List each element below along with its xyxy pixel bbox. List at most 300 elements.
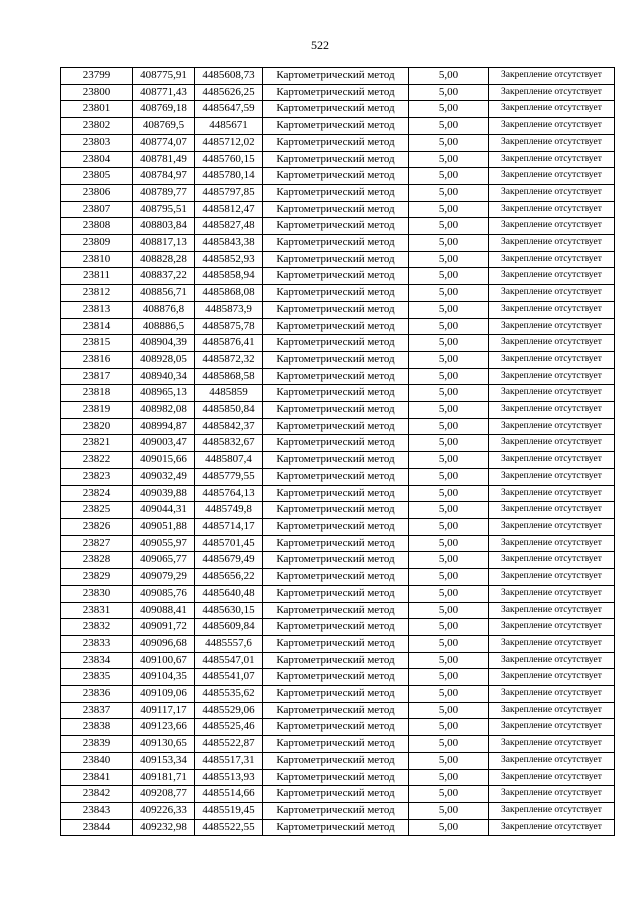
y-coordinate-cell: 4485832,67: [195, 435, 263, 452]
table-row: [61, 251, 615, 268]
fixing-note-cell: Закрепление отсутствует: [489, 452, 615, 469]
fixing-note-cell: Закрепление отсутствует: [489, 84, 615, 101]
method-cell: Картометрический метод: [263, 569, 409, 586]
table-row: [61, 552, 615, 569]
accuracy-cell: 5,00: [409, 702, 489, 719]
y-coordinate-cell: 4485812,47: [195, 201, 263, 218]
table-row: [61, 719, 615, 736]
table-row: [61, 335, 615, 352]
method-cell: Картометрический метод: [263, 435, 409, 452]
point-number-cell: 23803: [61, 134, 133, 151]
y-coordinate-cell: 4485858,94: [195, 268, 263, 285]
method-cell: Картометрический метод: [263, 786, 409, 803]
y-coordinate-cell: 4485626,25: [195, 84, 263, 101]
method-cell: Картометрический метод: [263, 468, 409, 485]
method-cell: Картометрический метод: [263, 218, 409, 235]
accuracy-cell: 5,00: [409, 418, 489, 435]
y-coordinate-cell: 4485852,93: [195, 251, 263, 268]
page-number: 522: [311, 38, 329, 52]
x-coordinate-cell: 408928,05: [133, 351, 195, 368]
point-number-cell: 23825: [61, 502, 133, 519]
x-coordinate-cell: 409181,71: [133, 769, 195, 786]
coordinates-table: [60, 67, 615, 836]
x-coordinate-cell: 409226,33: [133, 802, 195, 819]
accuracy-cell: 5,00: [409, 385, 489, 402]
accuracy-cell: 5,00: [409, 502, 489, 519]
point-number-cell: 23824: [61, 485, 133, 502]
table-row: [61, 268, 615, 285]
point-number-cell: 23815: [61, 335, 133, 352]
accuracy-cell: 5,00: [409, 468, 489, 485]
point-number-cell: 23822: [61, 452, 133, 469]
table-row: [61, 318, 615, 335]
accuracy-cell: 5,00: [409, 635, 489, 652]
x-coordinate-cell: 409044,31: [133, 502, 195, 519]
table-body: [61, 68, 615, 836]
table-row: [61, 585, 615, 602]
point-number-cell: 23829: [61, 569, 133, 586]
y-coordinate-cell: 4485850,84: [195, 402, 263, 419]
accuracy-cell: 5,00: [409, 619, 489, 636]
method-cell: Картометрический метод: [263, 802, 409, 819]
method-cell: Картометрический метод: [263, 268, 409, 285]
table-row: [61, 619, 615, 636]
y-coordinate-cell: 4485608,73: [195, 68, 263, 85]
accuracy-cell: 5,00: [409, 68, 489, 85]
fixing-note-cell: Закрепление отсутствует: [489, 251, 615, 268]
table-row: [61, 502, 615, 519]
point-number-cell: 23830: [61, 585, 133, 602]
y-coordinate-cell: 4485522,55: [195, 819, 263, 836]
accuracy-cell: 5,00: [409, 652, 489, 669]
x-coordinate-cell: 409104,35: [133, 669, 195, 686]
table-row: [61, 485, 615, 502]
x-coordinate-cell: 408774,07: [133, 134, 195, 151]
accuracy-cell: 5,00: [409, 301, 489, 318]
accuracy-cell: 5,00: [409, 769, 489, 786]
point-number-cell: 23841: [61, 769, 133, 786]
accuracy-cell: 5,00: [409, 118, 489, 135]
fixing-note-cell: Закрепление отсутствует: [489, 686, 615, 703]
method-cell: Картометрический метод: [263, 719, 409, 736]
fixing-note-cell: Закрепление отсутствует: [489, 235, 615, 252]
y-coordinate-cell: 4485868,58: [195, 368, 263, 385]
y-coordinate-cell: 4485797,85: [195, 184, 263, 201]
method-cell: Картометрический метод: [263, 402, 409, 419]
accuracy-cell: 5,00: [409, 251, 489, 268]
table-row: [61, 368, 615, 385]
point-number-cell: 23828: [61, 552, 133, 569]
fixing-note-cell: Закрепление отсутствует: [489, 819, 615, 836]
point-number-cell: 23818: [61, 385, 133, 402]
table-row: [61, 686, 615, 703]
x-coordinate-cell: 408781,49: [133, 151, 195, 168]
point-number-cell: 23831: [61, 602, 133, 619]
fixing-note-cell: Закрепление отсутствует: [489, 168, 615, 185]
y-coordinate-cell: 4485525,46: [195, 719, 263, 736]
method-cell: Картометрический метод: [263, 351, 409, 368]
fixing-note-cell: Закрепление отсутствует: [489, 151, 615, 168]
x-coordinate-cell: 409003,47: [133, 435, 195, 452]
fixing-note-cell: Закрепление отсутствует: [489, 351, 615, 368]
accuracy-cell: 5,00: [409, 268, 489, 285]
fixing-note-cell: Закрепление отсутствует: [489, 418, 615, 435]
y-coordinate-cell: 4485873,9: [195, 301, 263, 318]
table-row: [61, 769, 615, 786]
table-row: [61, 68, 615, 85]
accuracy-cell: 5,00: [409, 335, 489, 352]
point-number-cell: 23838: [61, 719, 133, 736]
fixing-note-cell: Закрепление отсутствует: [489, 368, 615, 385]
table-row: [61, 168, 615, 185]
x-coordinate-cell: 409232,98: [133, 819, 195, 836]
accuracy-cell: 5,00: [409, 318, 489, 335]
y-coordinate-cell: 4485517,31: [195, 752, 263, 769]
x-coordinate-cell: 409065,77: [133, 552, 195, 569]
y-coordinate-cell: 4485609,84: [195, 619, 263, 636]
accuracy-cell: 5,00: [409, 535, 489, 552]
x-coordinate-cell: 408837,22: [133, 268, 195, 285]
table-row: [61, 635, 615, 652]
x-coordinate-cell: 409055,97: [133, 535, 195, 552]
accuracy-cell: 5,00: [409, 786, 489, 803]
method-cell: Картометрический метод: [263, 736, 409, 753]
point-number-cell: 23834: [61, 652, 133, 669]
x-coordinate-cell: 409130,65: [133, 736, 195, 753]
fixing-note-cell: Закрепление отсутствует: [489, 752, 615, 769]
x-coordinate-cell: 408940,34: [133, 368, 195, 385]
table-row: [61, 351, 615, 368]
method-cell: Картометрический метод: [263, 752, 409, 769]
fixing-note-cell: Закрепление отсутствует: [489, 285, 615, 302]
table-row: [61, 736, 615, 753]
accuracy-cell: 5,00: [409, 452, 489, 469]
point-number-cell: 23832: [61, 619, 133, 636]
method-cell: Картометрический метод: [263, 251, 409, 268]
accuracy-cell: 5,00: [409, 518, 489, 535]
y-coordinate-cell: 4485827,48: [195, 218, 263, 235]
fixing-note-cell: Закрепление отсутствует: [489, 335, 615, 352]
y-coordinate-cell: 4485547,01: [195, 652, 263, 669]
y-coordinate-cell: 4485535,62: [195, 686, 263, 703]
method-cell: Картометрический метод: [263, 418, 409, 435]
x-coordinate-cell: 408769,5: [133, 118, 195, 135]
fixing-note-cell: Закрепление отсутствует: [489, 485, 615, 502]
method-cell: Картометрический метод: [263, 201, 409, 218]
point-number-cell: 23839: [61, 736, 133, 753]
y-coordinate-cell: 4485541,07: [195, 669, 263, 686]
y-coordinate-cell: 4485647,59: [195, 101, 263, 118]
method-cell: Картометрический метод: [263, 485, 409, 502]
method-cell: Картометрический метод: [263, 385, 409, 402]
table-row: [61, 101, 615, 118]
fixing-note-cell: Закрепление отсутствует: [489, 569, 615, 586]
fixing-note-cell: Закрепление отсутствует: [489, 385, 615, 402]
y-coordinate-cell: 4485640,48: [195, 585, 263, 602]
point-number-cell: 23843: [61, 802, 133, 819]
y-coordinate-cell: 4485513,93: [195, 769, 263, 786]
point-number-cell: 23833: [61, 635, 133, 652]
table-row: [61, 435, 615, 452]
method-cell: Картометрический метод: [263, 769, 409, 786]
x-coordinate-cell: 408817,13: [133, 235, 195, 252]
accuracy-cell: 5,00: [409, 218, 489, 235]
method-cell: Картометрический метод: [263, 84, 409, 101]
x-coordinate-cell: 409117,17: [133, 702, 195, 719]
x-coordinate-cell: 408994,87: [133, 418, 195, 435]
method-cell: Картометрический метод: [263, 502, 409, 519]
fixing-note-cell: Закрепление отсутствует: [489, 318, 615, 335]
point-number-cell: 23827: [61, 535, 133, 552]
table-row: [61, 535, 615, 552]
accuracy-cell: 5,00: [409, 819, 489, 836]
fixing-note-cell: Закрепление отсутствует: [489, 502, 615, 519]
accuracy-cell: 5,00: [409, 201, 489, 218]
y-coordinate-cell: 4485760,15: [195, 151, 263, 168]
table-row: [61, 652, 615, 669]
fixing-note-cell: Закрепление отсутствует: [489, 652, 615, 669]
fixing-note-cell: Закрепление отсутствует: [489, 184, 615, 201]
fixing-note-cell: Закрепление отсутствует: [489, 769, 615, 786]
table-row: [61, 752, 615, 769]
y-coordinate-cell: 4485868,08: [195, 285, 263, 302]
accuracy-cell: 5,00: [409, 368, 489, 385]
x-coordinate-cell: 408795,51: [133, 201, 195, 218]
x-coordinate-cell: 409079,29: [133, 569, 195, 586]
method-cell: Картометрический метод: [263, 819, 409, 836]
method-cell: Картометрический метод: [263, 686, 409, 703]
method-cell: Картометрический метод: [263, 518, 409, 535]
accuracy-cell: 5,00: [409, 752, 489, 769]
accuracy-cell: 5,00: [409, 736, 489, 753]
fixing-note-cell: Закрепление отсутствует: [489, 468, 615, 485]
method-cell: Картометрический метод: [263, 368, 409, 385]
accuracy-cell: 5,00: [409, 686, 489, 703]
method-cell: Картометрический метод: [263, 285, 409, 302]
x-coordinate-cell: 408775,91: [133, 68, 195, 85]
point-number-cell: 23823: [61, 468, 133, 485]
method-cell: Картометрический метод: [263, 68, 409, 85]
method-cell: Картометрический метод: [263, 452, 409, 469]
y-coordinate-cell: 4485656,22: [195, 569, 263, 586]
method-cell: Картометрический метод: [263, 552, 409, 569]
x-coordinate-cell: 408803,84: [133, 218, 195, 235]
x-coordinate-cell: 409032,49: [133, 468, 195, 485]
method-cell: Картометрический метод: [263, 335, 409, 352]
y-coordinate-cell: 4485749,8: [195, 502, 263, 519]
accuracy-cell: 5,00: [409, 719, 489, 736]
table-row: [61, 702, 615, 719]
point-number-cell: 23805: [61, 168, 133, 185]
table-row: [61, 569, 615, 586]
accuracy-cell: 5,00: [409, 435, 489, 452]
x-coordinate-cell: 408856,71: [133, 285, 195, 302]
y-coordinate-cell: 4485876,41: [195, 335, 263, 352]
point-number-cell: 23840: [61, 752, 133, 769]
x-coordinate-cell: 408784,97: [133, 168, 195, 185]
table-row: [61, 84, 615, 101]
fixing-note-cell: Закрепление отсутствует: [489, 535, 615, 552]
point-number-cell: 23819: [61, 402, 133, 419]
fixing-note-cell: Закрепление отсутствует: [489, 435, 615, 452]
table-row: [61, 602, 615, 619]
y-coordinate-cell: 4485671: [195, 118, 263, 135]
accuracy-cell: 5,00: [409, 168, 489, 185]
point-number-cell: 23811: [61, 268, 133, 285]
x-coordinate-cell: 408789,77: [133, 184, 195, 201]
fixing-note-cell: Закрепление отсутствует: [489, 635, 615, 652]
table-row: [61, 468, 615, 485]
table-row: [61, 301, 615, 318]
point-number-cell: 23808: [61, 218, 133, 235]
y-coordinate-cell: 4485714,17: [195, 518, 263, 535]
method-cell: Картометрический метод: [263, 585, 409, 602]
point-number-cell: 23810: [61, 251, 133, 268]
accuracy-cell: 5,00: [409, 285, 489, 302]
method-cell: Картометрический метод: [263, 535, 409, 552]
x-coordinate-cell: 409100,67: [133, 652, 195, 669]
fixing-note-cell: Закрепление отсутствует: [489, 201, 615, 218]
accuracy-cell: 5,00: [409, 151, 489, 168]
y-coordinate-cell: 4485859: [195, 385, 263, 402]
y-coordinate-cell: 4485780,14: [195, 168, 263, 185]
point-number-cell: 23813: [61, 301, 133, 318]
x-coordinate-cell: 408828,28: [133, 251, 195, 268]
method-cell: Картометрический метод: [263, 301, 409, 318]
fixing-note-cell: Закрепление отсутствует: [489, 118, 615, 135]
accuracy-cell: 5,00: [409, 485, 489, 502]
method-cell: Картометрический метод: [263, 318, 409, 335]
fixing-note-cell: Закрепление отсутствует: [489, 786, 615, 803]
x-coordinate-cell: 408771,43: [133, 84, 195, 101]
point-number-cell: 23806: [61, 184, 133, 201]
accuracy-cell: 5,00: [409, 802, 489, 819]
table-row: [61, 786, 615, 803]
table-row: [61, 134, 615, 151]
point-number-cell: 23820: [61, 418, 133, 435]
accuracy-cell: 5,00: [409, 585, 489, 602]
x-coordinate-cell: 409091,72: [133, 619, 195, 636]
y-coordinate-cell: 4485779,55: [195, 468, 263, 485]
fixing-note-cell: Закрепление отсутствует: [489, 134, 615, 151]
table-row: [61, 201, 615, 218]
y-coordinate-cell: 4485842,37: [195, 418, 263, 435]
y-coordinate-cell: 4485529,06: [195, 702, 263, 719]
y-coordinate-cell: 4485522,87: [195, 736, 263, 753]
accuracy-cell: 5,00: [409, 84, 489, 101]
point-number-cell: 23800: [61, 84, 133, 101]
y-coordinate-cell: 4485701,45: [195, 535, 263, 552]
accuracy-cell: 5,00: [409, 402, 489, 419]
point-number-cell: 23802: [61, 118, 133, 135]
table-row: [61, 184, 615, 201]
fixing-note-cell: Закрепление отсутствует: [489, 602, 615, 619]
fixing-note-cell: Закрепление отсутствует: [489, 518, 615, 535]
method-cell: Картометрический метод: [263, 619, 409, 636]
method-cell: Картометрический метод: [263, 151, 409, 168]
accuracy-cell: 5,00: [409, 602, 489, 619]
accuracy-cell: 5,00: [409, 569, 489, 586]
point-number-cell: 23807: [61, 201, 133, 218]
x-coordinate-cell: 408769,18: [133, 101, 195, 118]
y-coordinate-cell: 4485807,4: [195, 452, 263, 469]
method-cell: Картометрический метод: [263, 602, 409, 619]
method-cell: Картометрический метод: [263, 168, 409, 185]
x-coordinate-cell: 409039,88: [133, 485, 195, 502]
table-row: [61, 118, 615, 135]
x-coordinate-cell: 409088,41: [133, 602, 195, 619]
fixing-note-cell: Закрепление отсутствует: [489, 402, 615, 419]
y-coordinate-cell: 4485679,49: [195, 552, 263, 569]
fixing-note-cell: Закрепление отсутствует: [489, 736, 615, 753]
accuracy-cell: 5,00: [409, 669, 489, 686]
accuracy-cell: 5,00: [409, 351, 489, 368]
accuracy-cell: 5,00: [409, 235, 489, 252]
table-row: [61, 418, 615, 435]
point-number-cell: 23814: [61, 318, 133, 335]
y-coordinate-cell: 4485519,45: [195, 802, 263, 819]
x-coordinate-cell: 409123,66: [133, 719, 195, 736]
x-coordinate-cell: 409153,34: [133, 752, 195, 769]
point-number-cell: 23801: [61, 101, 133, 118]
fixing-note-cell: Закрепление отсутствует: [489, 301, 615, 318]
method-cell: Картометрический метод: [263, 134, 409, 151]
table-row: [61, 151, 615, 168]
method-cell: Картометрический метод: [263, 702, 409, 719]
method-cell: Картометрический метод: [263, 652, 409, 669]
accuracy-cell: 5,00: [409, 184, 489, 201]
fixing-note-cell: Закрепление отсутствует: [489, 585, 615, 602]
method-cell: Картометрический метод: [263, 669, 409, 686]
y-coordinate-cell: 4485630,15: [195, 602, 263, 619]
x-coordinate-cell: 409085,76: [133, 585, 195, 602]
point-number-cell: 23809: [61, 235, 133, 252]
fixing-note-cell: Закрепление отсутствует: [489, 702, 615, 719]
x-coordinate-cell: 409096,68: [133, 635, 195, 652]
y-coordinate-cell: 4485843,38: [195, 235, 263, 252]
point-number-cell: 23812: [61, 285, 133, 302]
fixing-note-cell: Закрепление отсутствует: [489, 719, 615, 736]
fixing-note-cell: Закрепление отсутствует: [489, 101, 615, 118]
point-number-cell: 23836: [61, 686, 133, 703]
x-coordinate-cell: 408982,08: [133, 402, 195, 419]
x-coordinate-cell: 409109,06: [133, 686, 195, 703]
table-row: [61, 385, 615, 402]
table-row: [61, 518, 615, 535]
point-number-cell: 23804: [61, 151, 133, 168]
fixing-note-cell: Закрепление отсутствует: [489, 619, 615, 636]
point-number-cell: 23826: [61, 518, 133, 535]
table-row: [61, 402, 615, 419]
table-row: [61, 819, 615, 836]
point-number-cell: 23844: [61, 819, 133, 836]
method-cell: Картометрический метод: [263, 118, 409, 135]
y-coordinate-cell: 4485557,6: [195, 635, 263, 652]
point-number-cell: 23799: [61, 68, 133, 85]
table-row: [61, 802, 615, 819]
method-cell: Картометрический метод: [263, 235, 409, 252]
point-number-cell: 23816: [61, 351, 133, 368]
y-coordinate-cell: 4485872,32: [195, 351, 263, 368]
y-coordinate-cell: 4485764,13: [195, 485, 263, 502]
accuracy-cell: 5,00: [409, 552, 489, 569]
point-number-cell: 23821: [61, 435, 133, 452]
point-number-cell: 23837: [61, 702, 133, 719]
y-coordinate-cell: 4485712,02: [195, 134, 263, 151]
fixing-note-cell: Закрепление отсутствует: [489, 802, 615, 819]
fixing-note-cell: Закрепление отсутствует: [489, 669, 615, 686]
x-coordinate-cell: 409051,88: [133, 518, 195, 535]
